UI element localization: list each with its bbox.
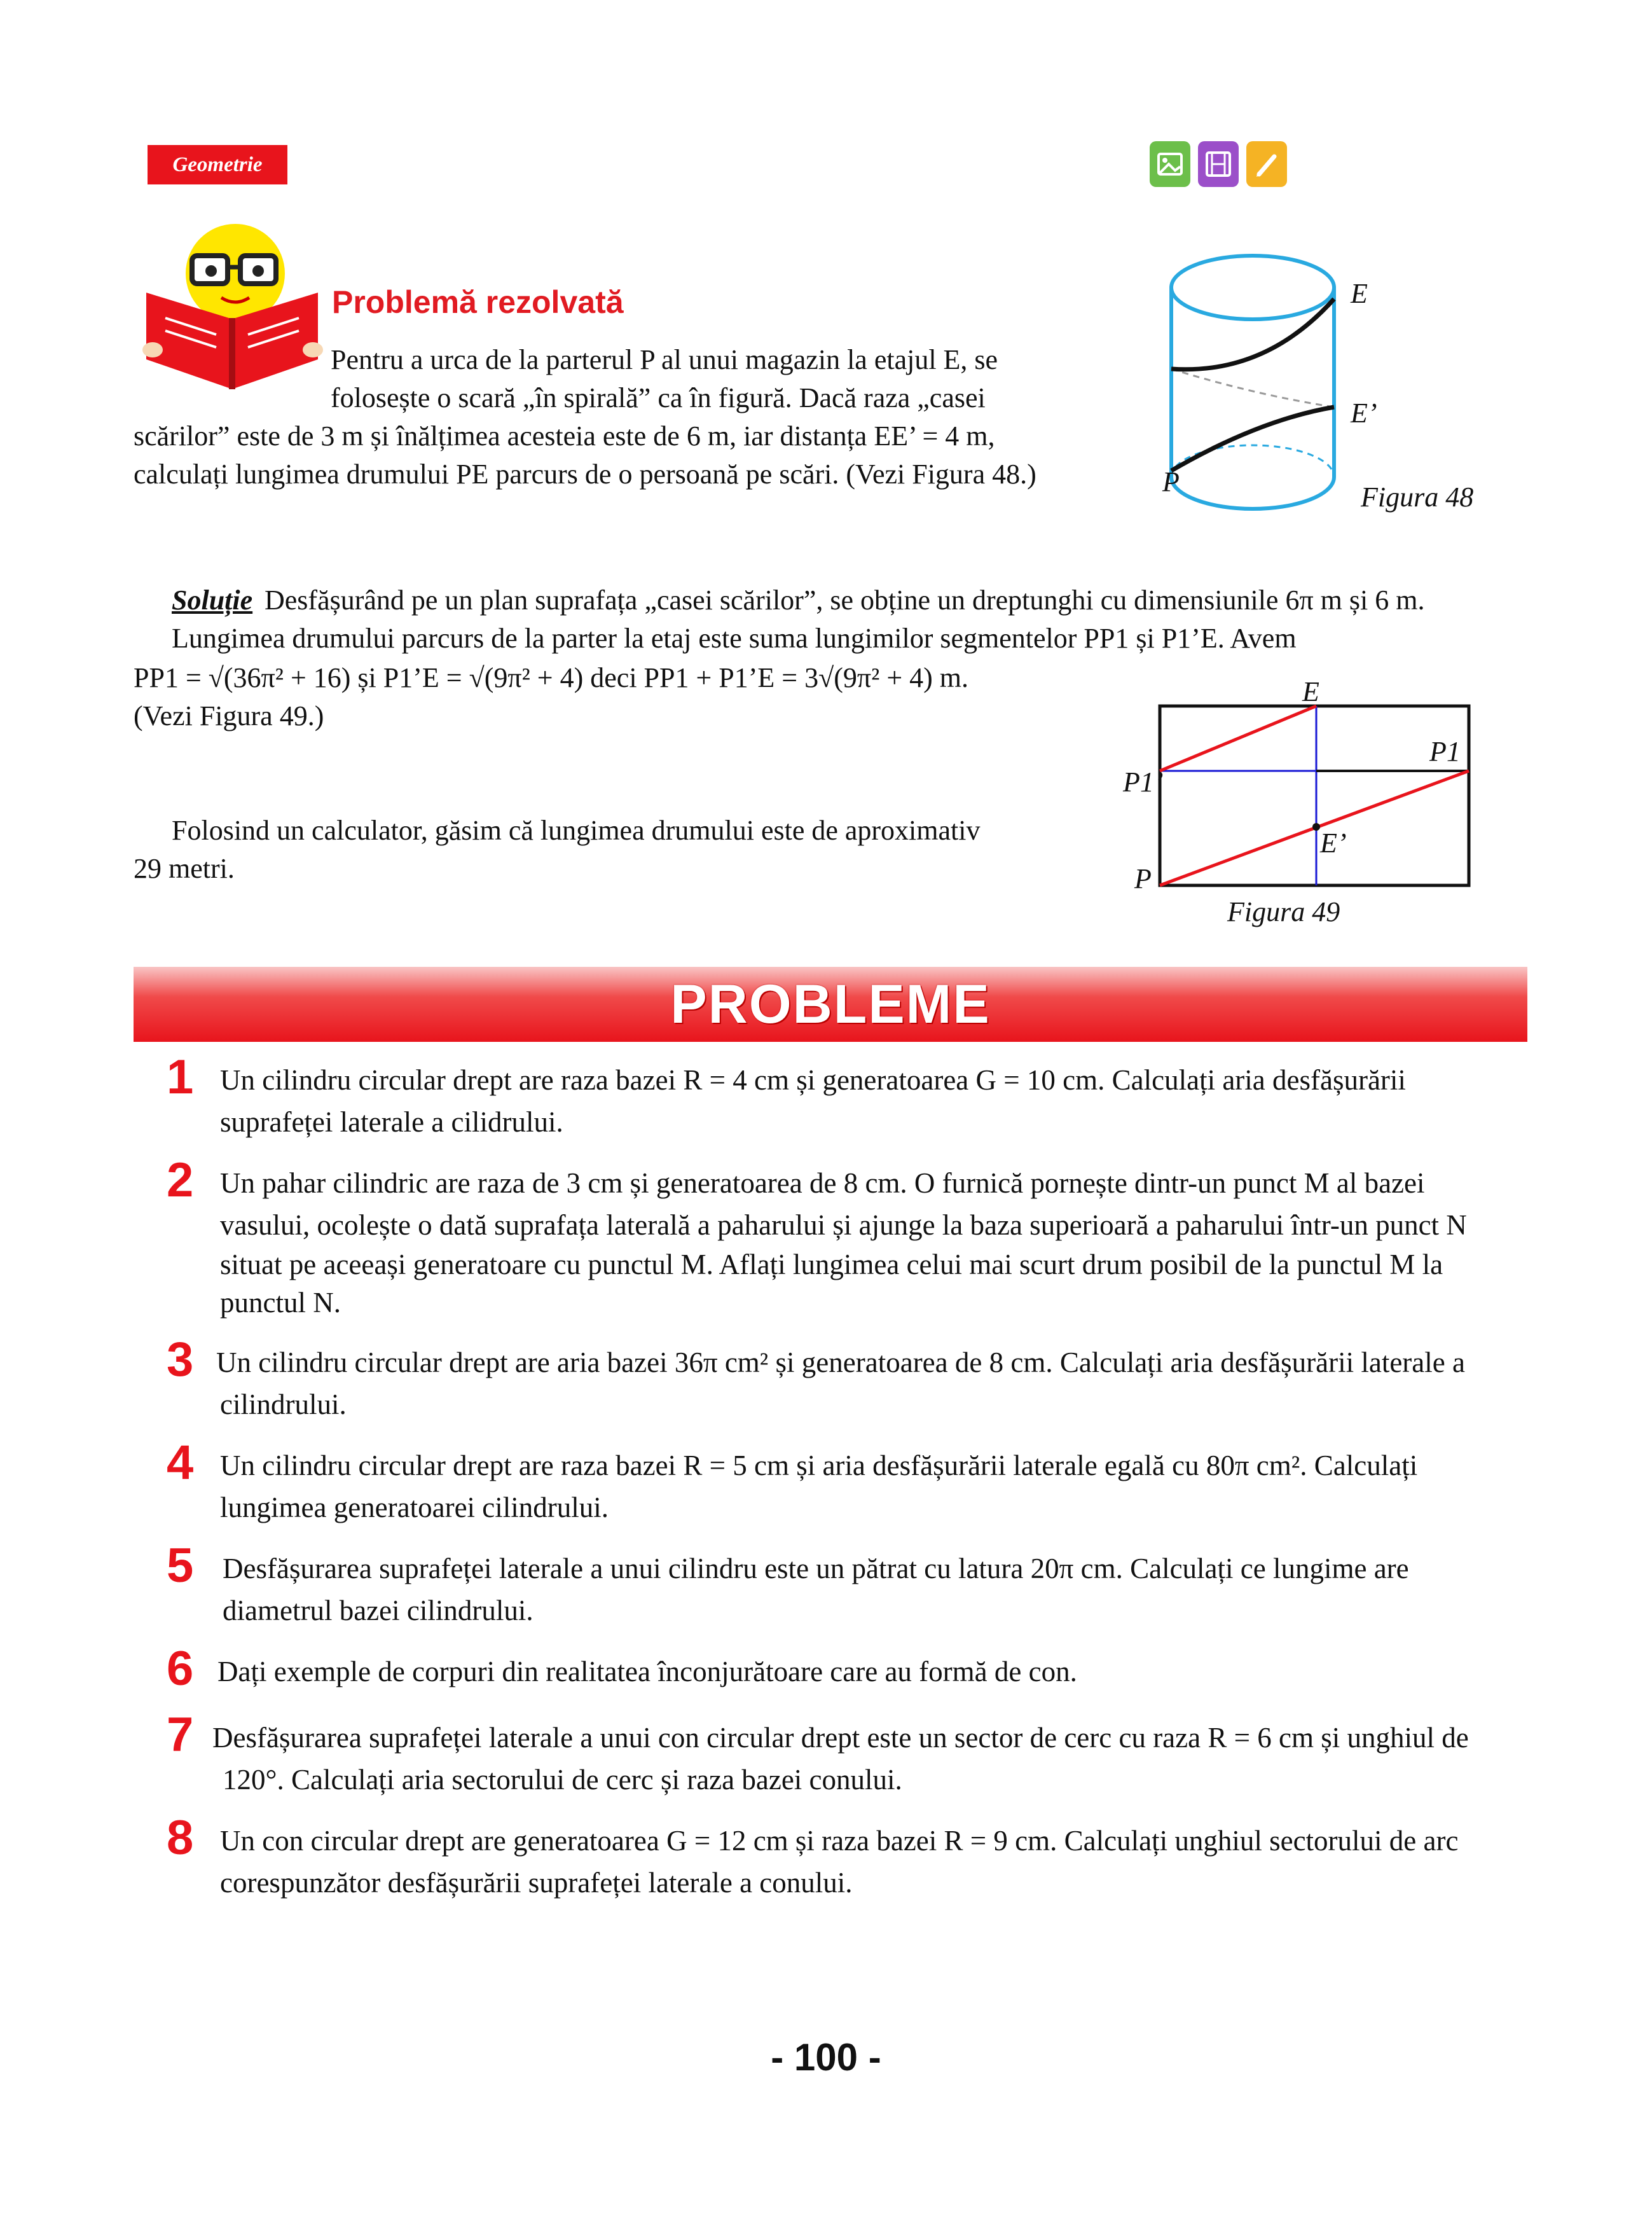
problem-text: punctul N. — [220, 1287, 341, 1319]
figure49-label-E: E — [1302, 676, 1319, 707]
problem-number: 6 — [167, 1642, 194, 1696]
problem-text: lungimea generatoarei cilindrului. — [220, 1492, 609, 1523]
conclusion-line: 29 metri. — [134, 853, 235, 884]
figure49-label-Eprime: E’ — [1320, 828, 1347, 859]
problem-text: situat pe aceeași generatoare cu punctul M. Aflați lungimea celui mai scurt drum posibil de la punctul M la — [220, 1249, 1443, 1280]
conclusion-line: Folosind un calculator, găsim că lungimea drumului este de aproximativ — [172, 815, 981, 846]
statement-line: calculați lungimea drumului PE parcurs de o persoană pe scări. (Vezi Figura 48.) — [134, 459, 1036, 490]
statement-line: Pentru a urca de la parterul P al unui magazin la etajul E, se — [331, 344, 998, 375]
problem-text: corespunzător desfășurării suprafeței laterale a conului. — [220, 1867, 853, 1899]
problem-number: 8 — [167, 1811, 194, 1865]
solution-line: PP1 = √(36π² + 16) și P1’E = √(9π² + 4) deci PP1 + P1’E = 3√(9π² + 4) m. — [134, 662, 969, 693]
solved-problem-title: Problemă rezolvată — [332, 284, 624, 320]
problem-text: Un con circular drept are generatoarea G = 12 cm și raza bazei R = 9 cm. Calculați unghiul sectorului de arc — [220, 1825, 1459, 1857]
figure48-label-E: E — [1351, 278, 1368, 309]
solution-label: Soluție — [172, 585, 253, 616]
problem-number: 1 — [167, 1050, 194, 1104]
problem-number: 5 — [167, 1539, 194, 1593]
figure48-label-Eprime: E’ — [1351, 398, 1377, 429]
mascot-reading-book-icon — [140, 223, 324, 398]
problem-text: Dați exemple de corpuri din realitatea înconjurătoare care au formă de con. — [217, 1656, 1077, 1687]
problem-text: Un cilindru circular drept are raza bazei R = 4 cm și generatoarea G = 10 cm. Calculați aria desfășurării — [220, 1064, 1406, 1096]
problem-number: 7 — [167, 1708, 194, 1762]
problem-number: 4 — [167, 1436, 194, 1490]
image-icon[interactable] — [1150, 141, 1190, 187]
section-tag: Geometrie — [148, 145, 287, 184]
statement-line: folosește o scară „în spirală” ca în figură. Dacă raza „casei — [331, 382, 986, 413]
problem-text: diametrul bazei cilindrului. — [223, 1595, 533, 1626]
figure49-caption: Figura 49 — [1227, 896, 1340, 927]
figure48-label-P: P — [1162, 466, 1180, 497]
problem-number: 2 — [167, 1153, 194, 1207]
problem-text: vasului, ocolește o dată suprafața laterală a paharului și ajunge la baza superioară a paharului într-un punct N — [220, 1209, 1467, 1241]
problem-text: Desfășurarea suprafeței laterale a unui cilindru este un pătrat cu latura 20π cm. Calculați ce lungime are — [223, 1553, 1409, 1584]
page-number: - 100 - — [771, 2036, 881, 2079]
solution-line: (Vezi Figura 49.) — [134, 700, 324, 731]
problems-title: PROBLEME — [670, 974, 991, 1035]
figure-49-unrolled-rectangle — [1157, 700, 1475, 894]
problem-text: cilindrului. — [220, 1388, 347, 1420]
statement-line: scărilor” este de 3 m și înălțimea acesteia este de 6 m, iar distanța EE’ = 4 m, — [134, 420, 995, 452]
problem-text: Un cilindru circular drept are aria bazei 36π cm² și generatoarea de 8 cm. Calculați aria desfășurării laterale a — [216, 1347, 1465, 1378]
solution-line: Desfășurând pe un plan suprafața „casei scărilor”, se obține un dreptunghi cu dimensiunile 6π m și 6 m. — [265, 585, 1425, 616]
problem-text: Desfășurarea suprafeței laterale a unui con circular drept este un sector de cerc cu raza R = 6 cm și unghiul de — [212, 1722, 1469, 1754]
problems-banner — [134, 967, 1527, 1042]
problem-text: Un pahar cilindric are raza de 3 cm și generatoarea de 8 cm. O furnică pornește dintr-un punct M al bazei — [220, 1167, 1425, 1199]
problem-text: 120°. Calculați aria sectorului de cerc și raza bazei conului. — [223, 1764, 902, 1796]
problem-text: suprafeței laterale a cilidrului. — [220, 1106, 563, 1138]
figure49-label-P1: P1 — [1429, 736, 1461, 767]
figure49-label-P: P — [1134, 863, 1152, 894]
figure48-caption: Figura 48 — [1361, 481, 1474, 513]
film-icon[interactable] — [1198, 141, 1239, 187]
solution-line: Lungimea drumului parcurs de la parter la etaj este suma lungimilor segmentelor PP1 și P1’E. Avem — [172, 623, 1297, 654]
figure49-label-P1prime: P1’ — [1123, 766, 1164, 798]
pencil-icon[interactable] — [1246, 141, 1287, 187]
problem-text: Un cilindru circular drept are raza bazei R = 5 cm și aria desfășurării laterale egală cu 80π cm². Calculați — [220, 1450, 1418, 1481]
problem-number: 3 — [167, 1333, 194, 1387]
